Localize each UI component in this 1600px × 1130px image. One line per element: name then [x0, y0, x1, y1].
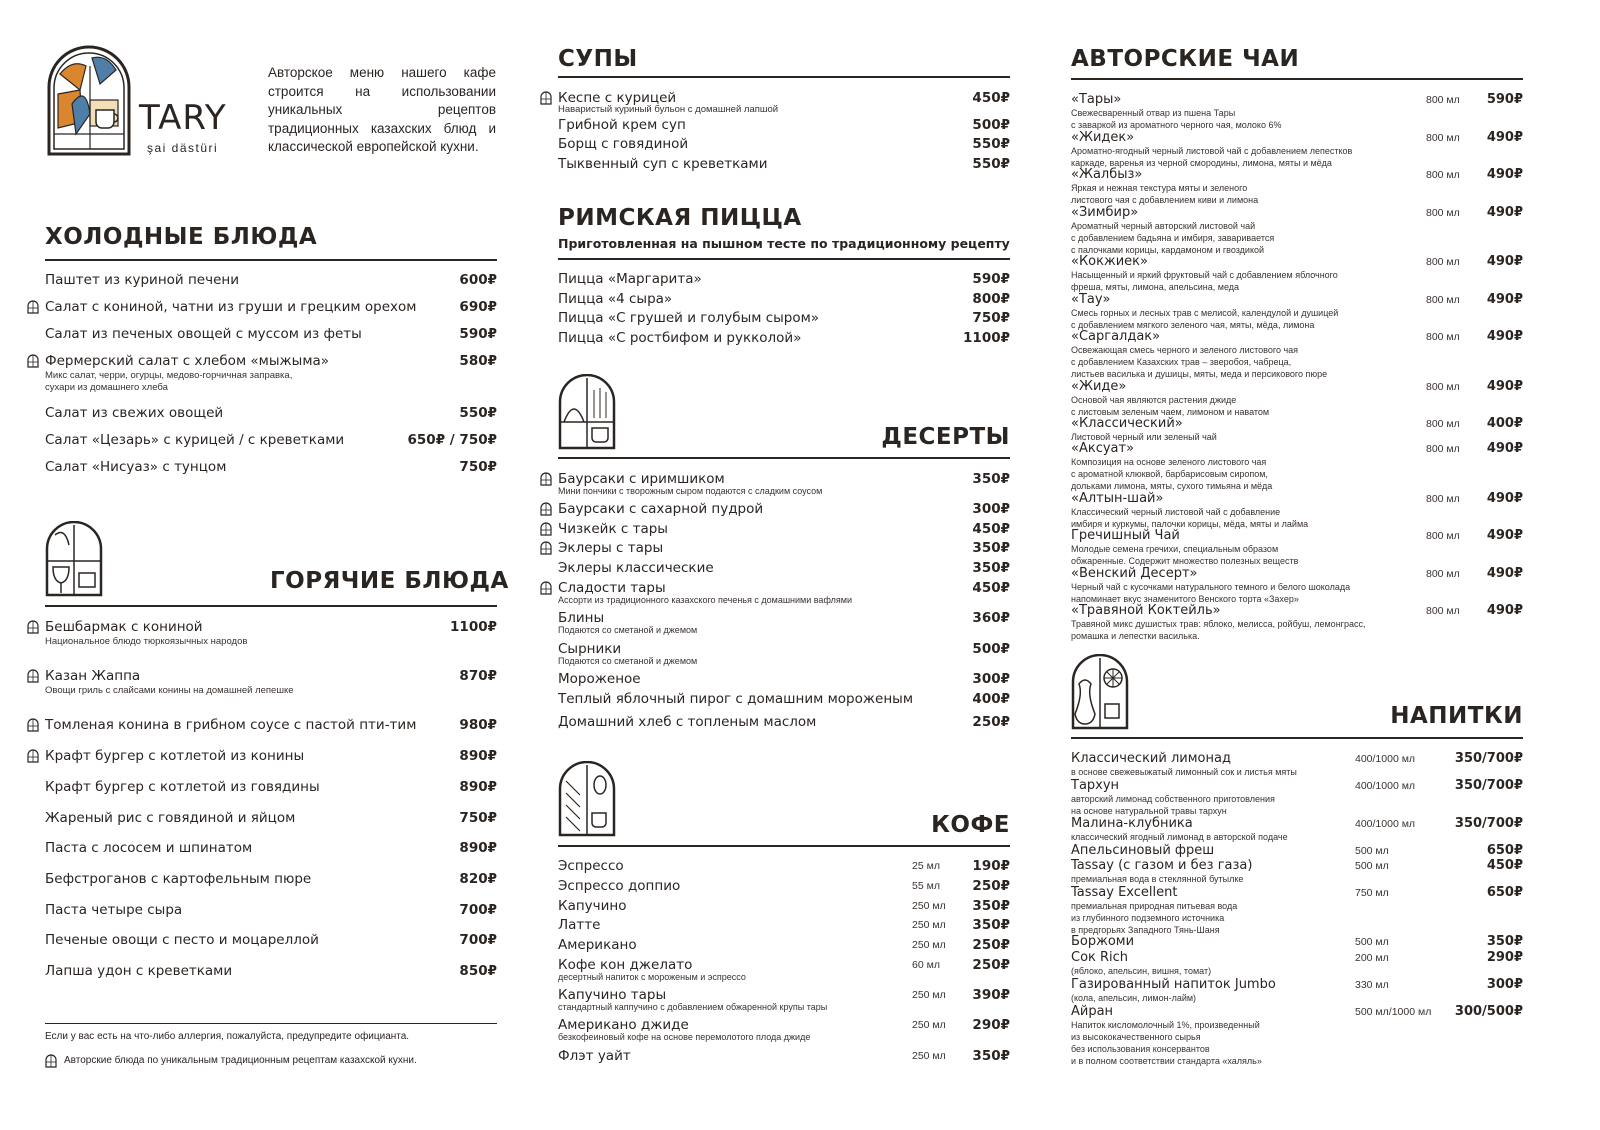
teas-item-price: 490₽ [1486, 329, 1523, 344]
desserts-item-desc: Мини пончики с творожным сыром подаются с сладким соусом [558, 486, 823, 496]
drinks-item-desc: (кола, апельсин, лимон-лайм) [1071, 993, 1197, 1003]
desserts-item-price: 400₽ [972, 691, 1010, 707]
teas-item-desc: Насыщенный и яркий фруктовый чай с добавлением яблочного [1071, 270, 1338, 280]
teas-item-name: «Жиде» [1071, 379, 1127, 394]
hot-item-desc: Национальное блюдо тюркоязычных народов [45, 636, 248, 647]
drinks-item-name: Классический лимонад [1071, 751, 1231, 766]
hot-item-price: 850₽ [459, 963, 497, 979]
teas-item-name: «Алтын-шай» [1071, 491, 1164, 506]
coffee-item-volume: 55 мл [912, 880, 940, 892]
teas-item-desc: Композиция на основе зеленого листового чая [1071, 457, 1267, 467]
author-dish-mark-icon [540, 541, 552, 555]
drinks-icon [1071, 654, 1129, 735]
teas-item-desc: Свежесваренный отвар из пшена Тары [1071, 108, 1236, 118]
teas-item-name: Гречишный Чай [1071, 528, 1180, 543]
teas-item-volume: 800 мл [1426, 493, 1460, 505]
cold-title: ХОЛОДНЫЕ БЛЮДА [45, 224, 318, 250]
cold-item-desc: сухари из домашнего хлеба [45, 382, 168, 393]
desserts-item-price: 350₽ [972, 540, 1010, 556]
coffee-item-volume: 25 мл [912, 860, 940, 872]
coffee-item-name: Эспрессо доппио [558, 878, 681, 894]
drinks-item-volume: 750 мл [1355, 887, 1389, 899]
cold-item-name: Салат «Цезарь» с курицей / с креветками [45, 432, 345, 448]
hot-item-price: 890₽ [459, 779, 497, 795]
hot-item-name: Томленая конина в грибном соусе с пастой пти-тим [45, 717, 417, 733]
coffee-item-price: 350₽ [972, 917, 1010, 933]
teas-item-volume: 800 мл [1426, 530, 1460, 542]
desserts-item-name: Сладости тары [558, 580, 666, 596]
author-dish-mark-icon [27, 669, 39, 683]
drinks-item-volume: 400/1000 мл [1355, 753, 1416, 765]
cold-item-desc: Микс салат, черри, огурцы, медово-горчичная заправка, [45, 370, 293, 381]
author-dish-mark-icon [27, 718, 39, 732]
coffee-item-name: Флэт уайт [558, 1048, 631, 1064]
drinks-item-desc: (яблоко, апельсин, вишня, томат) [1071, 966, 1212, 976]
teas-item-desc: напоминает вкус знаменитого Венского торта «Захер» [1071, 594, 1299, 604]
cold-item-price: 580₽ [459, 353, 497, 369]
desserts-item-price: 300₽ [972, 671, 1010, 687]
teas-item-price: 490₽ [1486, 566, 1523, 581]
teas-item-price: 490₽ [1486, 292, 1523, 307]
coffee-icon [558, 761, 616, 842]
logo [46, 44, 132, 156]
teas-item-volume: 800 мл [1426, 331, 1460, 343]
desserts-icon [558, 374, 616, 455]
desserts-item-name: Баурсаки с иримшиком [558, 471, 725, 487]
teas-item-desc: Ароматный черный авторский листовой чай [1071, 221, 1256, 231]
author-dish-mark-icon [540, 522, 552, 536]
teas-item-volume: 800 мл [1426, 381, 1460, 393]
drinks-item-desc: Напиток кисломолочный 1%, произведенный [1071, 1020, 1260, 1030]
drinks-item-name: Tassay (с газом и без газа) [1071, 858, 1253, 873]
jug-arch-icon [1071, 654, 1129, 730]
coffee-arch-icon [558, 761, 616, 837]
desserts-item-price: 450₽ [972, 521, 1010, 537]
hot-item-name: Печеные овощи с песто и моцареллой [45, 932, 319, 948]
teas-item-desc: Освежающая смесь черного и зеленого листового чая [1071, 345, 1299, 355]
hot-item-name: Паста четыре сыра [45, 902, 183, 918]
teas-item-volume: 800 мл [1426, 294, 1460, 306]
hot-item-price: 890₽ [459, 748, 497, 764]
hot-item-price: 890₽ [459, 840, 497, 856]
coffee-divider [558, 845, 1010, 847]
teas-item-name: «Тау» [1071, 292, 1111, 307]
pizza-divider [558, 258, 1010, 260]
teas-item-name: «Классический» [1071, 416, 1183, 431]
drinks-item-name: Сок Rich [1071, 950, 1129, 965]
desserts-item-price: 350₽ [972, 560, 1010, 576]
hot-item-name: Крафт бургер с котлетой из конины [45, 748, 305, 764]
drinks-item-name: Боржоми [1071, 934, 1135, 949]
teas-item-price: 490₽ [1486, 441, 1523, 456]
drinks-item-price: 650₽ [1486, 885, 1523, 900]
teas-item-name: «Жалбыз» [1071, 167, 1143, 182]
teas-item-price: 490₽ [1486, 379, 1523, 394]
hot-item-name: Бешбармак с кониной [45, 619, 203, 635]
coffee-item-name: Эспрессо [558, 858, 624, 874]
coffee-item-volume: 250 мл [912, 900, 946, 912]
drinks-item-desc: из высококачественного сырья [1071, 1032, 1201, 1042]
coffee-item-volume: 250 мл [912, 989, 946, 1001]
pizza-item-name: Пицца «Маргарита» [558, 271, 702, 287]
drinks-item-desc: в основе свежевыжатый лимонный сок и листья мяты [1071, 767, 1297, 777]
dessert-arch-icon [558, 374, 616, 450]
teas-item-volume: 800 мл [1426, 94, 1460, 106]
teas-item-desc: с добавлением мягкого зеленого чая, мяты, мёда, лимона [1071, 320, 1315, 330]
desserts-item-price: 500₽ [972, 641, 1010, 657]
teas-item-desc: Классический черный листовой чай с добавление [1071, 507, 1281, 517]
author-dish-mark-icon [27, 620, 39, 634]
author-dish-mark-icon [540, 472, 552, 486]
author-dish-mark-icon [27, 354, 39, 368]
drinks-item-name: Tassay Excellent [1071, 885, 1178, 900]
author-dish-mark-icon [45, 1054, 57, 1068]
desserts-item-desc: Подаются со сметаной и джемом [558, 625, 698, 635]
coffee-item-price: 350₽ [972, 1048, 1010, 1064]
coffee-title: КОФЕ [931, 812, 1010, 838]
pizza-item-name: Пицца «С грушей и голубым сыром» [558, 310, 820, 326]
drinks-item-name: Малина-клубника [1071, 816, 1193, 831]
teas-item-desc: с листовым зеленым чаем, лимоном и наватом [1071, 407, 1270, 417]
hot-item-price: 870₽ [459, 668, 497, 684]
drinks-item-price: 300/500₽ [1454, 1004, 1523, 1019]
teas-item-volume: 800 мл [1426, 418, 1460, 430]
teas-item-desc: каркаде, варенья из черной смородины, лимона, мяты и мёда [1071, 158, 1332, 168]
teas-item-desc: листового чая с добавлением киви и лимона [1071, 195, 1259, 205]
desserts-item-name: Теплый яблочный пирог с домашним мороженым [558, 691, 914, 707]
coffee-item-desc: безкофеиновый кофе на основе перемолотого плода джиде [558, 1032, 811, 1042]
drinks-item-desc: премиальная природная питьевая вода [1071, 901, 1238, 911]
desserts-item-name: Домашний хлеб с топленым маслом [558, 714, 817, 730]
hot-divider [45, 605, 497, 607]
drinks-item-volume: 500 мл [1355, 860, 1389, 872]
teas-item-price: 490₽ [1486, 205, 1523, 220]
drinks-item-name: Апельсиновый фреш [1071, 843, 1215, 858]
drinks-item-volume: 500 мл [1355, 936, 1389, 948]
coffee-item-price: 250₽ [972, 937, 1010, 953]
teas-item-desc: с заваркой из ароматного черного чая, молоко 6% [1071, 120, 1282, 130]
soups-title: СУПЫ [558, 46, 638, 72]
teas-item-desc: с добавлением бадьяна и имбиря, заваривается [1071, 233, 1275, 243]
teas-item-name: «Зимбир» [1071, 205, 1139, 220]
teas-item-desc: Листовой черный или зеленый чай [1071, 432, 1217, 442]
soups-divider [558, 76, 1010, 78]
teas-item-desc: Травяной микс душистых трав: яблоко, мелисса, ройбуш, лемонграсс, [1071, 619, 1366, 629]
teas-item-desc: фреша, мяты, лимона, апельсина, меда [1071, 282, 1240, 292]
coffee-item-volume: 250 мл [912, 1019, 946, 1031]
hot-item-price: 820₽ [459, 871, 497, 887]
drinks-title: НАПИТКИ [1390, 703, 1523, 729]
teas-item-desc: с палочками корицы, кардамоном и гвоздикой [1071, 245, 1265, 255]
soups-item-price: 450₽ [972, 90, 1010, 106]
drinks-item-price: 350/700₽ [1454, 778, 1523, 793]
teas-item-desc: дольками лимона, мяты, сухого тимьяна и мёда [1071, 481, 1273, 491]
soups-item-price: 550₽ [972, 156, 1010, 172]
brand-name: TARY [139, 98, 227, 138]
author-dish-mark-icon [540, 91, 552, 105]
teas-item-name: «Кокжиек» [1071, 254, 1148, 269]
drinks-item-price: 290₽ [1486, 950, 1523, 965]
hot-item-desc: Овощи гриль с слайсами конины на домашней лепешке [45, 685, 294, 696]
coffee-item-volume: 60 мл [912, 959, 940, 971]
drinks-item-volume: 330 мл [1355, 979, 1389, 991]
teas-item-desc: листьев василька и душицы, мяты, меда и персикового пюре [1071, 369, 1328, 379]
drinks-item-price: 300₽ [1486, 977, 1523, 992]
drinks-item-desc: и в полном соответствии стандарта «халяль» [1071, 1056, 1262, 1066]
soups-item-desc: Наваристый куриный бульон с домашней лапшой [558, 104, 779, 115]
teas-item-desc: с добавлением Казахских трав – зверобоя, чабреца, [1071, 357, 1292, 367]
drinks-item-volume: 400/1000 мл [1355, 780, 1416, 792]
hot-title: ГОРЯЧИЕ БЛЮДА [270, 568, 509, 594]
cold-item-name: Салат из печеных овощей с муссом из феты [45, 326, 362, 342]
soups-item-name: Тыквенный суп с креветками [558, 156, 768, 172]
drinks-item-desc: из глубинного подземного источника [1071, 913, 1225, 923]
teas-item-desc: Яркая и нежная текстура мяты и зеленого [1071, 183, 1248, 193]
hot-item-name: Лапша удон с креветками [45, 963, 233, 979]
drinks-item-desc: в предгорьях Западного Тянь-Шаня [1071, 925, 1220, 935]
teas-item-volume: 800 мл [1426, 605, 1460, 617]
intro-text: Авторское меню нашего кафе строится на использовании уникальных рецептов традиционных казахских блюд и классической европейской кухни. [268, 65, 496, 154]
teas-item-desc: обжаренные. Содержит множество полезных веществ [1071, 556, 1299, 566]
desserts-item-price: 250₽ [972, 714, 1010, 730]
drinks-item-desc: авторский лимонад собственного приготовления [1071, 794, 1275, 804]
drinks-divider [1071, 737, 1523, 739]
teas-item-name: «Венский Десерт» [1071, 566, 1198, 581]
teas-item-price: 490₽ [1486, 528, 1523, 543]
footnote-divider [45, 1023, 497, 1024]
drinks-item-name: Тархун [1071, 778, 1120, 793]
coffee-item-name: Капучино тары [558, 987, 667, 1003]
hot-item-name: Крафт бургер с котлетой из говядины [45, 779, 320, 795]
teas-item-volume: 800 мл [1426, 443, 1460, 455]
coffee-item-name: Американо [558, 937, 637, 953]
drinks-item-price: 450₽ [1486, 858, 1523, 873]
desserts-title: ДЕСЕРТЫ [881, 424, 1010, 450]
pizza-item-name: Пицца «4 сыра» [558, 291, 673, 307]
desserts-item-price: 360₽ [972, 610, 1010, 626]
pizza-item-price: 1100₽ [963, 330, 1010, 346]
brand-tagline: şai dästüri [147, 141, 219, 155]
soups-item-name: Кеспе с курицей [558, 90, 677, 106]
teas-item-desc: с ароматной клюквой, барбарисовым сиропом, [1071, 469, 1268, 479]
drinks-item-volume: 200 мл [1355, 952, 1389, 964]
hot-item-price: 980₽ [459, 717, 497, 733]
hot-item-name: Бефстроганов с картофельным пюре [45, 871, 312, 887]
drinks-item-name: Газированный напиток Jumbo [1071, 977, 1276, 992]
glass-arch-icon [45, 521, 103, 597]
coffee-item-desc: десертный напиток с мороженым и эспрессо [558, 972, 746, 982]
hot-item-price: 750₽ [459, 810, 497, 826]
pizza-title: РИМСКАЯ ПИЦЦА [558, 205, 802, 231]
teas-item-volume: 800 мл [1426, 132, 1460, 144]
pizza-item-name: Пицца «С ростбифом и рукколой» [558, 330, 802, 346]
coffee-item-price: 190₽ [972, 858, 1010, 874]
drinks-item-price: 650₽ [1486, 843, 1523, 858]
hot-item-price: 700₽ [459, 932, 497, 948]
teas-item-desc: Черный чай с кусочками натурального темного и белого шоколада [1071, 582, 1351, 592]
coffee-item-price: 290₽ [972, 1017, 1010, 1033]
coffee-item-name: Латте [558, 917, 601, 933]
allergy-note: Если у вас есть на что-либо аллергия, пожалуйста, предупредите официанта. [45, 1031, 410, 1042]
drinks-item-desc: без использования консервантов [1071, 1044, 1210, 1054]
teas-item-volume: 800 мл [1426, 256, 1460, 268]
author-dish-mark-icon [27, 749, 39, 763]
soups-item-name: Борщ с говядиной [558, 136, 689, 152]
desserts-item-price: 450₽ [972, 580, 1010, 596]
drinks-item-desc: классический ягодный лимонад в авторской подаче [1071, 832, 1288, 842]
teas-item-desc: Молодые семена гречихи, специальным образом [1071, 544, 1279, 554]
coffee-item-price: 390₽ [972, 987, 1010, 1003]
hot-item-price: 1100₽ [450, 619, 497, 635]
desserts-item-desc: Подаются со сметаной и джемом [558, 656, 698, 666]
soups-item-price: 550₽ [972, 136, 1010, 152]
soups-item-name: Грибной крем суп [558, 117, 686, 133]
cold-item-name: Паштет из куриной печени [45, 272, 239, 288]
cold-item-name: Салат «Нисуаз» с тунцом [45, 459, 227, 475]
author-dish-mark-icon [540, 581, 552, 595]
teas-item-price: 490₽ [1486, 167, 1523, 182]
drinks-item-volume: 500 мл/1000 мл [1355, 1006, 1432, 1018]
pizza-subtitle: Приготовленная на пышном тесте по традиционному рецепту [558, 236, 1010, 251]
teas-item-price: 490₽ [1486, 491, 1523, 506]
soups-item-price: 500₽ [972, 117, 1010, 133]
cold-item-name: Салат с кониной, чатни из груши и грецким орехом [45, 299, 417, 315]
cold-item-price: 690₽ [459, 299, 497, 315]
drinks-item-price: 350/700₽ [1454, 751, 1523, 766]
hot-item-price: 700₽ [459, 902, 497, 918]
drinks-item-price: 350/700₽ [1454, 816, 1523, 831]
drinks-item-volume: 500 мл [1355, 845, 1389, 857]
hot-icon [45, 521, 103, 602]
desserts-item-price: 350₽ [972, 471, 1010, 487]
cold-item-price: 600₽ [459, 272, 497, 288]
logo-arch-icon [46, 44, 132, 156]
teas-title: АВТОРСКИЕ ЧАИ [1071, 46, 1300, 72]
pizza-item-price: 800₽ [972, 291, 1010, 307]
teas-item-volume: 800 мл [1426, 568, 1460, 580]
pizza-item-price: 750₽ [972, 310, 1010, 326]
teas-item-price: 490₽ [1486, 603, 1523, 618]
author-dish-mark-icon [27, 300, 39, 314]
desserts-item-name: Эклеры с тары [558, 540, 664, 556]
teas-item-desc: ромашка и лепестки василька. [1071, 631, 1200, 641]
teas-item-volume: 800 мл [1426, 169, 1460, 181]
desserts-item-name: Баурсаки с сахарной пудрой [558, 501, 764, 517]
cold-item-price: 590₽ [459, 326, 497, 342]
teas-item-name: «Тары» [1071, 92, 1122, 107]
cold-item-price: 750₽ [459, 459, 497, 475]
drinks-item-price: 350₽ [1486, 934, 1523, 949]
coffee-item-name: Капучино [558, 898, 627, 914]
coffee-item-price: 250₽ [972, 878, 1010, 894]
teas-item-volume: 800 мл [1426, 207, 1460, 219]
teas-divider [1071, 78, 1523, 80]
cold-item-name: Фермерский салат с хлебом «мыжыма» [45, 353, 330, 369]
teas-item-name: «Аксуат» [1071, 441, 1135, 456]
coffee-item-desc: стандартный каппучино с добавлением обжаренной крупы тары [558, 1002, 828, 1012]
desserts-item-desc: Ассорти из традиционного казахского печенья с домашними вафлями [558, 595, 852, 605]
hot-item-name: Казан Жаппа [45, 668, 141, 684]
teas-item-name: «Саргалдак» [1071, 329, 1161, 344]
coffee-item-price: 250₽ [972, 957, 1010, 973]
coffee-item-name: Американо джиде [558, 1017, 689, 1033]
desserts-item-price: 300₽ [972, 501, 1010, 517]
coffee-item-name: Кофе кон джелато [558, 957, 693, 973]
teas-item-desc: Основой чая являются растения джиде [1071, 395, 1237, 405]
drinks-item-volume: 400/1000 мл [1355, 818, 1416, 830]
cold-item-price: 650₽ / 750₽ [407, 432, 497, 448]
teas-item-price: 490₽ [1486, 130, 1523, 145]
desserts-divider [558, 457, 1010, 459]
hot-item-name: Паста с лососем и шпинатом [45, 840, 253, 856]
teas-item-desc: Ароматно-ягодный черный листовой чай с добавлением лепестков [1071, 146, 1353, 156]
teas-item-desc: Смесь горных и лесных трав с мелисой, календулой и душицей [1071, 308, 1339, 318]
author-dish-mark-icon [540, 502, 552, 516]
teas-item-price: 490₽ [1486, 254, 1523, 269]
cold-item-name: Салат из свежих овощей [45, 405, 224, 421]
coffee-item-volume: 250 мл [912, 1050, 946, 1062]
coffee-item-price: 350₽ [972, 898, 1010, 914]
drinks-item-desc: на основе натуральной травы тархун [1071, 806, 1227, 816]
drinks-item-desc: премиальная вода в стеклянной бутылке [1071, 874, 1244, 884]
desserts-item-name: Эклеры классические [558, 560, 714, 576]
teas-item-name: «Жидек» [1071, 130, 1135, 145]
desserts-item-name: Чизкейк с тары [558, 521, 668, 537]
cold-item-price: 550₽ [459, 405, 497, 421]
desserts-item-name: Сырники [558, 641, 622, 657]
teas-item-desc: имбиря и куркумы, палочки корицы, мёда, мяты и лайма [1071, 519, 1309, 529]
drinks-item-name: Айран [1071, 1004, 1114, 1019]
coffee-item-volume: 250 мл [912, 939, 946, 951]
desserts-item-name: Блины [558, 610, 605, 626]
author-dish-note: Авторские блюда по уникальным традиционным рецептам казахской кухни. [64, 1055, 417, 1066]
teas-item-price: 400₽ [1486, 416, 1523, 431]
teas-item-price: 590₽ [1486, 92, 1523, 107]
teas-item-name: «Травяной Коктейль» [1071, 603, 1221, 618]
coffee-item-volume: 250 мл [912, 919, 946, 931]
hot-item-name: Жареный рис с говядиной и яйцом [45, 810, 296, 826]
pizza-item-price: 590₽ [972, 271, 1010, 287]
desserts-item-name: Мороженое [558, 671, 641, 687]
cold-divider [45, 259, 497, 261]
